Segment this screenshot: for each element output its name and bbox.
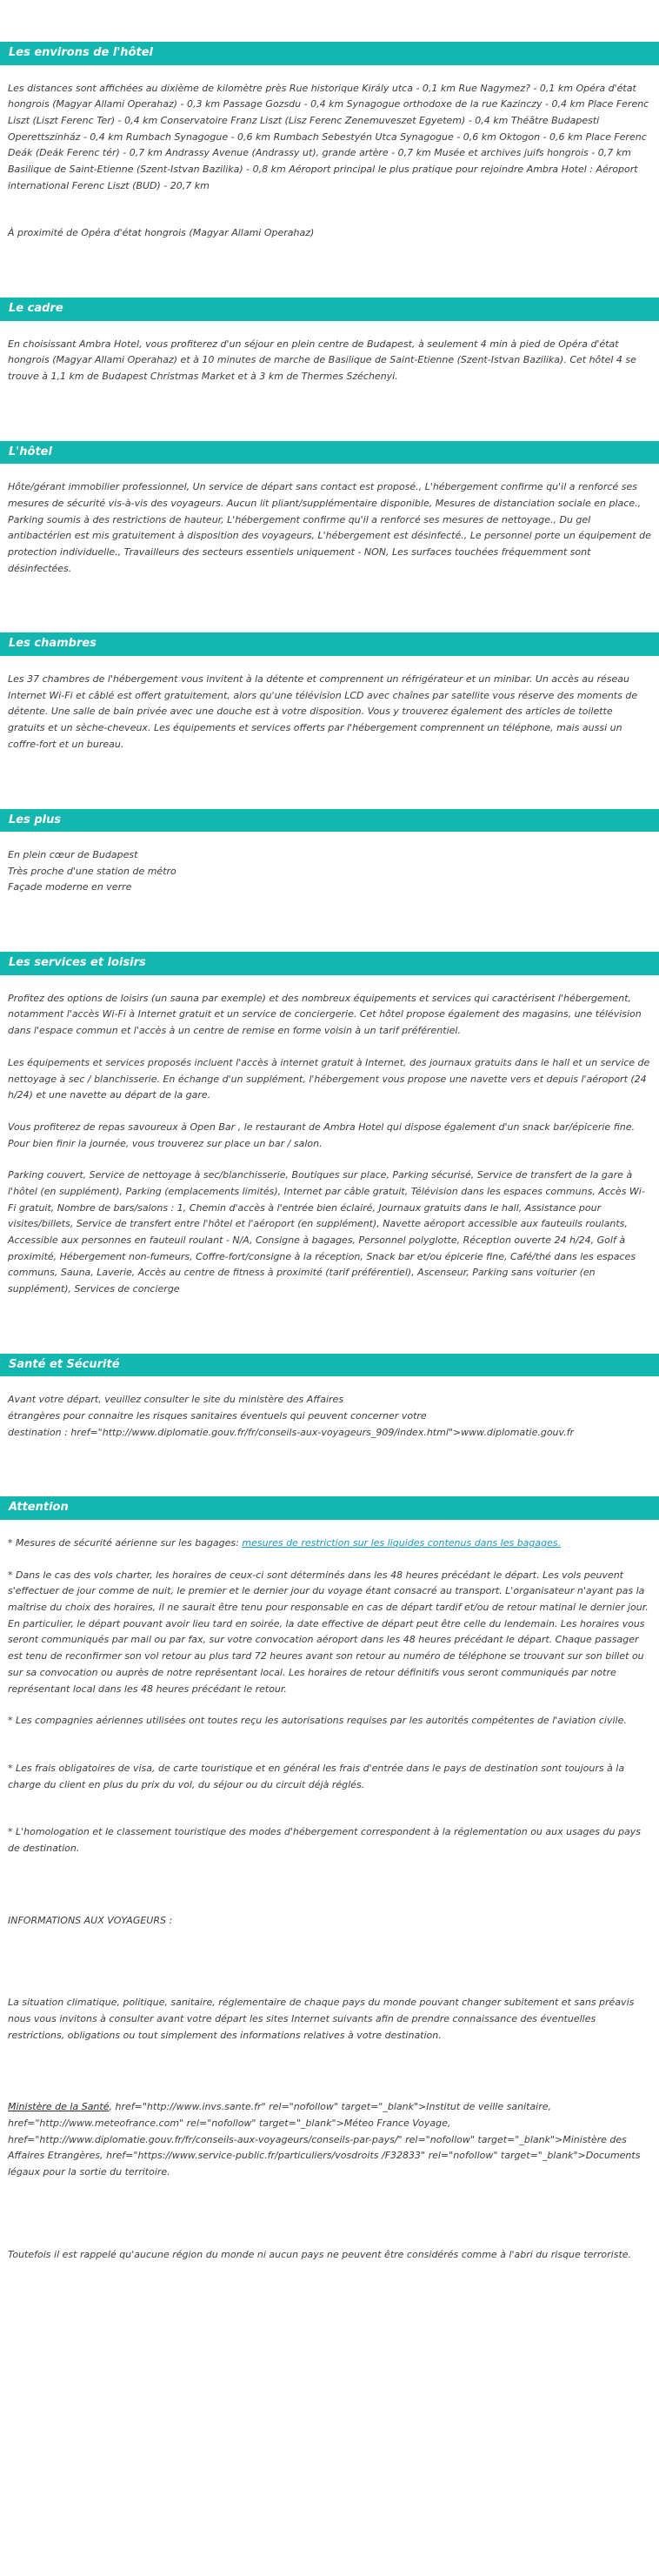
attention-charter-text: * Dans le cas des vols charter, les horaires de ceux-ci sont déterminés dans les 48 heures précédant le départ. Les vols peuvent s'effectuer de jour comme de nuit, le premier et le dernier jour du voyage étant consacré au transport. L'organisateur n'ayant pas la maîtrise du choix des horaires, il ne saurait être tenu pour responsable en cas de départ tardif et/ou de retour matinal le dernier jour. En particulier, le départ pouvant avoir lieu tard en soirée, la date effective de départ peut être celle du lendemain. Les horaires vous seront communiqués par mail ou par fax, sur votre convocation aéroport dans les 48 heures précédant le départ. Chaque passager est tenu de reconfirmer son vol retour au plus tard 72 heures avant son retour au numéro de téléphone se trouvant sur son billet ou sur sa convocation ou auprès de notre représentant local. Les horaires de retour définitifs vous seront communiqués par notre représentant local dans les 48 heures précédant le retour.: [8, 1569, 649, 1695]
section-cadre: [0, 298, 659, 385]
section-title-plus: Les plus: [0, 809, 659, 833]
plus-content: [0, 847, 659, 896]
official-links-text: [8, 2099, 651, 2180]
attention-baggage-prefix: * Mesures de sécurité aérienne sur les bagages:: [8, 1537, 243, 1549]
environs-distances-text: Les distances sont affichées au dixième de kilomètre près Rue historique Király utca - 0,1 km Rue Nagymez? - 0,1 km Opéra d'état hongrois (Magyar Allami Operahaz) - 0,3 km Passage Gozsdu - 0,4 km Synagogue orthodoxe de la rue Kazinczy - 0,4 km Place Ferenc Liszt (Liszt Ferenc Ter) - 0,4 km Conservatoire Franz Liszt (Lisz Ferenc Zenemuveszet Egyetem) - 0,4 km Théâtre Budapesti Operettszinház - 0,4 km Rumbach Synagogue - 0,6 km Rumbach Sebestyén Utca Synagogue - 0,6 km Oktogon - 0,6 km Place Ferenc Deák (Deák Ferenc tér) - 0,7 km Andrassy Avenue (Andrassy ut), grande artère - 0,7 km Musée et archives juifs hongrois - 0,7 km Basilique de Saint-Etienne (Szent-Istvan Bazilika) - 0,8 km Aéroport principal le plus pratique pour rejoindre Ambra Hotel : Aéroport international Ferenc Liszt (BUD) - 20,7 km: [8, 82, 649, 191]
sante-line-3: destination : href="http://www.diplomatie.gouv.fr/fr/conseils-aux-voyageurs_909/index.html">www.diplomatie.gouv.fr: [8, 1426, 575, 1438]
hotel-content: [0, 479, 659, 577]
services-equipment-text: Les équipements et services proposés incluent l'accès à internet gratuit à Internet, des journaux gratuits dans le hall et un service de nettoyage à sec / blanchisserie. En échange d'un supplément, l'hébergement vous propose une navette vers et depuis l'aéroport (24 h/24) et une navette au départ de la gare.: [8, 1056, 650, 1101]
section-title-chambres: Les chambres: [0, 632, 659, 656]
plus-item: En plein cœur de Budapest: [8, 849, 138, 861]
attention-airlines-text: * Les compagnies aériennes utilisées ont toutes reçu les autorisations requises par les autorités compétentes de l'aviation civile.: [8, 1715, 627, 1727]
sante-line-2: étrangères pour connaitre les risques sanitaires éventuels qui peuvent concerner votre: [8, 1410, 427, 1422]
services-content: [0, 991, 659, 1298]
travellers-info-heading: INFORMATIONS AUX VOYAGEURS :: [8, 1914, 173, 1926]
chambres-text: Les 37 chambres de l'hébergement vous invitent à la détente et comprennent un réfrigérateur et un minibar. Un accès au réseau Internet Wi-Fi et câblé est offert gratuitement, alors qu'une télévision LCD avec chaînes par satellite vous réserve des moments de détente. Une salle de bain privée avec une douche est à votre disposition. Vous y trouverez également des articles de toilette gratuits et un sèche-cheveux. Les équipements et services offerts par l'hébergement comprennent un téléphone, mais aussi un coffre-fort et un bureau.: [8, 673, 638, 750]
section-services: [0, 952, 659, 1298]
section-title-sante: Santé et Sécurité: [0, 1354, 659, 1377]
situation-text-line-1: La situation climatique, politique, sanitaire, réglementaire de chaque pays du monde pouvant changer subitement et sans préavis: [8, 1997, 635, 2009]
section-environs: [0, 42, 659, 242]
plus-item: Très proche d'une station de métro: [8, 865, 176, 877]
ministere-sante-link[interactable]: Ministère de la Santé: [8, 2101, 110, 2113]
section-title-attention: Attention: [0, 1496, 659, 1520]
plus-item: Façade moderne en verre: [8, 881, 132, 893]
attention-content: [0, 1536, 659, 2264]
section-sante: [0, 1354, 659, 1442]
section-hotel: [0, 441, 659, 578]
attention-baggage-text: [8, 1536, 651, 1552]
hotel-text: Hôte/gérant immobilier professionnel, Un service de départ sans contact est proposé., L'hébergement confirme qu'il a renforcé ses mesures de sécurité vis-à-vis des voyageurs. Aucun lit pliant/supplémentaire disponible, Mesures de distanciation sociale en place., Parking soumis à des restrictions de hauteur, L'hébergement confirme qu'il a renforcé ses mesures de nettoyage., Du gel antibactérien est mis gratuitement à disposition des voyageurs, L'hébergement est désinfecté., Le personnel porte un équipement de protection individuelle., Travailleurs des secteurs essentiels uniquement - NON, Les surfaces touchées fréquemment sont désinfectées.: [8, 481, 651, 574]
official-links-rest: , href="http://www.invs.sante.fr" rel="nofollow" target="_blank">Institut de veille sanitaire, href="http://www.meteofrance.com" rel="nofollow" target="_blank">Méteo France Voyage, href="http://www.diplomatie.gouv.fr/fr/conseils-aux-voyageurs/conseils-par-pays/" rel="nofollow" target="_blank">Ministère des Affaires Etrangères, href="https://www.service-public.fr/particuliers/vosdroits /F32833" rel="nofollow" target="_blank">Documents légaux pour la sortie du territoire.: [8, 2101, 641, 2178]
section-title-hotel: L'hôtel: [0, 441, 659, 465]
section-title-services: Les services et loisirs: [0, 952, 659, 975]
terrorism-disclaimer-text: Toutefois il est rappelé qu'aucune région du monde ni aucun pays ne peuvent être considérés comme à l'abri du risque terroriste.: [8, 2248, 632, 2260]
section-title-cadre: Le cadre: [0, 298, 659, 321]
cadre-content: [0, 337, 659, 385]
liquids-restrictions-link[interactable]: mesures de restriction sur les liquides contenus dans les bagages.: [242, 1537, 562, 1549]
section-plus: [0, 809, 659, 897]
attention-classification-text: * L'homologation et le classement touristique des modes d'hébergement correspondent à la réglementation ou aux usages du pays de destination.: [8, 1826, 641, 1854]
services-intro-text: Profitez des options de loisirs (un sauna par exemple) et des nombreux équipements et services qui caractérisent l'hébergement, notamment l'accès Wi-Fi à Internet gratuit et un service de conciergerie. Cet hôtel propose également des magasins, une télévision dans l'espace commun et l'accès à un centre de remise en forme voisin à un tarif préférentiel.: [8, 992, 642, 1037]
environs-proximity-text: À proximité de Opéra d'état hongrois (Magyar Allami Operahaz): [8, 227, 315, 239]
environs-content: [0, 81, 659, 243]
sante-content: [0, 1392, 659, 1441]
chambres-content: [0, 672, 659, 753]
attention-visa-fees-text: * Les frais obligatoires de visa, de carte touristique et en général les frais d'entrée dans le pays de destination sont toujours à la charge du client en plus du prix du vol, du séjour ou du circuit déjà réglés.: [8, 1762, 625, 1790]
services-amenities-list-text: Parking couvert, Service de nettoyage à sec/blanchisserie, Boutiques sur place, Parking sécurisé, Service de transfert de la gare à l'hôtel (en supplément), Parking (emplacements limités), Internet par câble gratuit, Télévision dans les espaces communs, Accès Wi-Fi gratuit, Nombre de bars/salons : 1, Chemin d'accès à l'entrée bien éclairé, Journaux gratuits dans le hall, Assistance pour visites/billets, Service de transfert entre l'hôtel et l'aéroport (en supplément), Navette aéroport accessible aux fauteuils roulants, Accessible aux personnes en fauteuil roulant - N/A, Consigne à bagages, Personnel polyglotte, Réception ouverte 24 h/24, Golf à proximité, Hébergement non-fumeurs, Coffre-fort/consigne à la réception, Snack bar et/ou épicerie fine, Café/thé dans les espaces communs, Sauna, Laverie, Accès au centre de fitness à proximité (tarif préférentiel), Ascenseur, Parking sans voiturier (en supplément), Services de concierge: [8, 1169, 645, 1295]
situation-text-line-2: nous vous invitons à consulter avant votre départ les sites Internet suivants afin de prendre connaissance des éventuelles restrictions, obligations ou tout simplement des informations relatives à votre destination.: [8, 2013, 596, 2041]
section-chambres: [0, 632, 659, 753]
section-title-environs: Les environs de l'hôtel: [0, 42, 659, 65]
cadre-text: En choisissant Ambra Hotel, vous profiterez d'un séjour en plein centre de Budapest, à seulement 4 min à pied de Opéra d'état hongrois (Magyar Allami Operahaz) et à 10 minutes de marche de Basilique de Saint-Etienne (Szent-Istvan Bazilika). Cet hôtel 4 se trouve à 1,1 km de Budapest Christmas Market et à 3 km de Thermes Széchenyi.: [8, 338, 636, 383]
sante-line-1: Avant votre départ, veuillez consulter le site du ministère des Affaires: [8, 1394, 344, 1406]
services-restaurant-text: Vous profiterez de repas savoureux à Open Bar , le restaurant de Ambra Hotel qui dispose également d'un snack bar/épicerie fine. Pour bien finir la journée, vous trouverez sur place un bar / salon.: [8, 1121, 636, 1149]
section-attention: [0, 1496, 659, 2263]
